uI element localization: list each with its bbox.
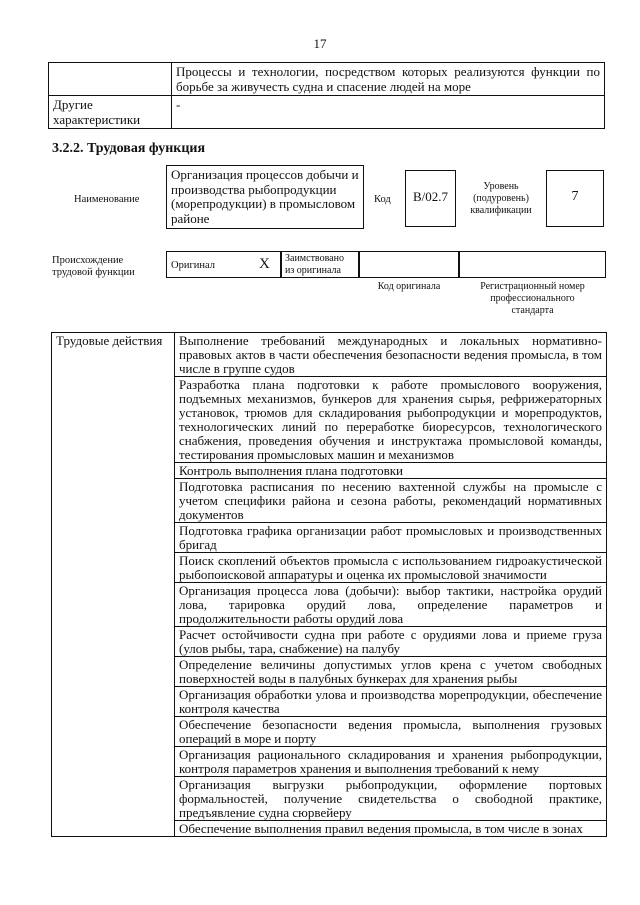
labor-actions-table — [51, 332, 607, 837]
labor-action-item: Определение величины допустимых углов крена с учетом свободных поверхностей воды в палубных бункерах для хранения рыбы — [175, 657, 607, 687]
labor-action-item: Контроль выполнения плана подготовки — [175, 463, 607, 479]
registration-caption-line: Регистрационный номер — [480, 281, 585, 292]
registration-number-caption — [459, 281, 606, 317]
previous-function-table — [48, 62, 605, 129]
original-mark: X — [259, 256, 270, 272]
labor-action-item: Обеспечение безопасности ведения промысла, выполнения грузовых операций в море и порту — [175, 717, 607, 747]
labor-action-item: Организация процесса лова (добычи): выбор тактики, настройка орудий лова, тарировка орудий лова, определение параметров и продолжительности работы орудий лова — [175, 583, 607, 627]
page-number: 17 — [313, 36, 327, 51]
borrowed-label-line: Заимствовано — [285, 253, 344, 264]
function-name-box — [166, 165, 364, 229]
origin-label-line: трудовой функции — [52, 267, 135, 278]
other-characteristics-label: Другие характеристики — [49, 96, 172, 129]
level-label-line: квалификации — [470, 205, 532, 216]
level-box — [546, 170, 604, 227]
labor-action-item: Обеспечение выполнения правил ведения промысла, в том числе в зонах — [175, 821, 607, 837]
level-label-line: (подуровень) — [473, 193, 529, 204]
original-cell — [166, 251, 281, 278]
level-label-line: Уровень — [483, 181, 519, 192]
function-name-value: Организация процессов добычи и производства рыбопродукции (морепродукции) в промысловом районе — [171, 167, 359, 226]
origin-label-line: Происхождение — [52, 255, 124, 266]
name-label: Наименование — [74, 194, 140, 205]
labor-action-item: Подготовка графика организации работ промысловых и производственных бригад — [175, 523, 607, 553]
labor-action-item: Организация обработки улова и производства морепродукции, обеспечение контроля качества — [175, 687, 607, 717]
registration-number-cell — [459, 251, 606, 278]
labor-action-item: Организация выгрузки рыбопродукции, оформление портовых формальностей, получение свидетельства о свободной практике, предъявление судна сюрвейеру — [175, 777, 607, 821]
empty-cell — [49, 63, 172, 96]
labor-action-item: Разработка плана подготовки к работе промыслового вооружения, подъемных механизмов, бункеров для хранения сырья, рефрижераторных установок, трюмов для складирования рыбопродукции и морепродуктов, технологических линий по переработке биоресурсов, технологического снабжения, проведения обучения и инструктажа промысловой команды, тестирования промысловых машин и механизмов — [175, 377, 607, 463]
level-label — [466, 181, 536, 217]
section-title: 3.2.2. Трудовая функция — [52, 141, 206, 156]
origin-label — [52, 255, 135, 279]
labor-action-item: Поиск скоплений объектов промысла с использованием гидроакустической рыбопоисковой аппаратуры и оценка их промысловой значимости — [175, 553, 607, 583]
labor-actions-label: Трудовые действия — [52, 333, 175, 837]
labor-action-item: Подготовка расписания по несению вахтенной службы на промысле с учетом специфики района и сезона работы, рекомендаций нормативных документов — [175, 479, 607, 523]
labor-action-item: Выполнение требований международных и локальных нормативно-правовых актов в части обеспечения безопасности ведения промысла, в том числе в группе судов — [175, 333, 607, 377]
code-value: B/02.7 — [412, 189, 449, 204]
table-row — [52, 333, 607, 377]
table-row — [49, 63, 605, 96]
borrowed-label-line: из оригинала — [285, 265, 341, 276]
other-characteristics-value: - — [172, 96, 605, 129]
original-code-cell — [359, 251, 459, 278]
registration-caption-line: стандарта — [511, 305, 554, 316]
code-label: Код — [374, 194, 391, 205]
labor-action-item: Организация рационального складирования и хранения рыбопродукции, контроля параметров хранения и выполнения требований к нему — [175, 747, 607, 777]
table-row — [49, 96, 605, 129]
level-value: 7 — [571, 189, 579, 204]
labor-action-item: Расчет остойчивости судна при работе с орудиями лова и приеме груза (улов рыбы, тара, снабжение) на палубу — [175, 627, 607, 657]
code-box — [405, 170, 456, 227]
borrowed-cell — [281, 251, 359, 278]
original-label: Оригинал — [171, 260, 215, 271]
labor-actions-body — [52, 333, 607, 837]
original-code-caption: Код оригинала — [377, 281, 441, 292]
registration-caption-line: профессионального — [490, 293, 575, 304]
continued-value: Процессы и технологии, посредством которых реализуются функции по борьбе за живучесть судна и спасение людей на море — [172, 63, 605, 96]
